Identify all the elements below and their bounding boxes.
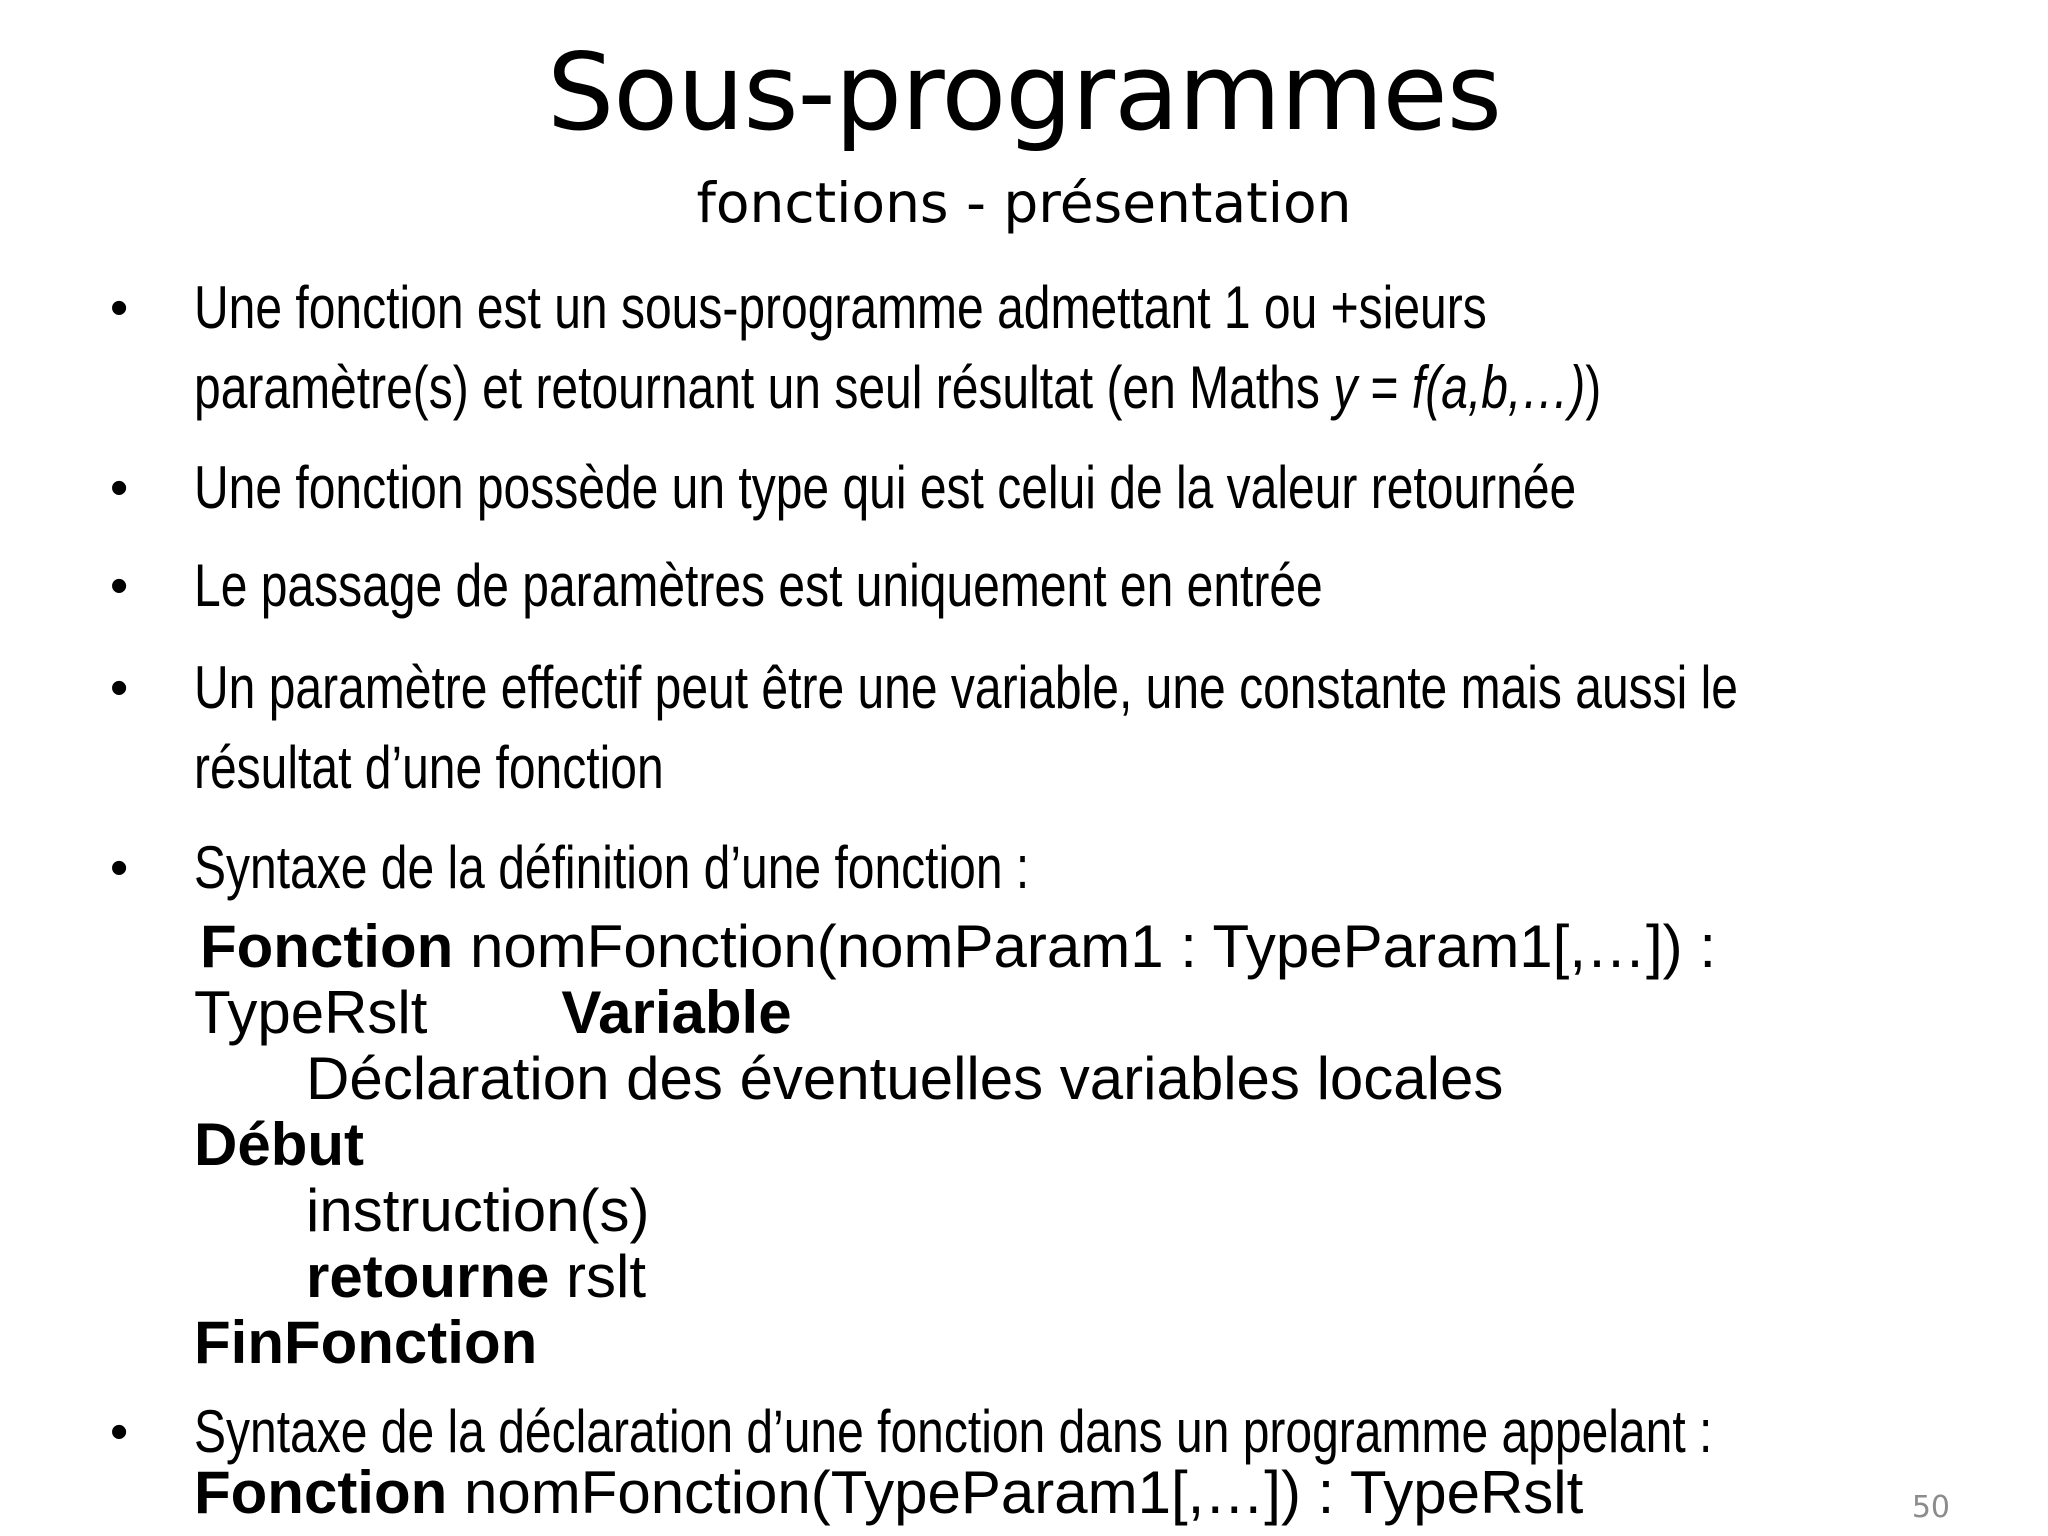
keyword-fonction: Fonction <box>194 1459 448 1526</box>
bullet-1-line-2-end: ) <box>1585 354 1602 421</box>
bullet-1 <box>194 268 1666 428</box>
bullet-4-line-2: résultat d’une fonction <box>194 734 664 801</box>
definition-return-value: rslt <box>549 1243 647 1310</box>
bullet-marker: • <box>110 279 129 337</box>
definition-line-return-type <box>194 980 2034 1046</box>
page-number: 50 <box>1911 1490 1950 1525</box>
bullet-1-line-1: Une fonction est un sous-programme admettant 1 ou +sieurs <box>194 274 1487 341</box>
definition-local-declarations: Déclaration des éventuelles variables locales <box>306 1045 1504 1112</box>
slide-title: Sous-programmes <box>547 31 1501 154</box>
bullet-1-line-2 <box>194 348 1666 428</box>
function-definition-syntax <box>194 914 2034 1376</box>
keyword-debut: Début <box>194 1111 364 1178</box>
definition-return-type: TypeRslt <box>194 979 428 1046</box>
slide-subtitle: fonctions - présentation <box>696 171 1352 235</box>
bullet-marker: • <box>110 459 129 517</box>
declaration-signature: nomFonction(TypeParam1[,…]) : TypeRslt <box>447 1459 1584 1526</box>
bullet-4 <box>194 648 1738 808</box>
math-function: f(a,b,…) <box>1411 354 1586 421</box>
definition-line-debut <box>194 1112 2034 1178</box>
bullet-5: Syntaxe de la définition d’une fonction : <box>194 834 1030 901</box>
definition-line-signature <box>194 914 2034 980</box>
bullet-3: Le passage de paramètres est uniquement en entrée <box>194 552 1323 619</box>
bullet-1-line-2-text: paramètre(s) et retournant un seul résultat (en Maths <box>194 354 1334 421</box>
keyword-retourne: retourne <box>306 1243 550 1310</box>
definition-line-return <box>194 1244 2034 1310</box>
bullet-4-line-1: Un paramètre effectif peut être une variable, une constante mais aussi le <box>194 654 1738 721</box>
bullet-marker: • <box>110 659 129 717</box>
bullet-2: Une fonction possède un type qui est celui de la valeur retournée <box>194 454 1577 521</box>
definition-line-end <box>194 1310 2034 1376</box>
keyword-fonction: Fonction <box>200 913 454 980</box>
math-equals: = <box>1357 354 1412 421</box>
math-y: y <box>1333 354 1358 421</box>
definition-instructions: instruction(s) <box>306 1177 650 1244</box>
keyword-variable: Variable <box>561 979 792 1046</box>
function-declaration-syntax <box>194 1460 2034 1526</box>
bullet-marker: • <box>110 1403 129 1461</box>
bullet-marker: • <box>110 839 129 897</box>
definition-signature: nomFonction(nomParam1 : TypeParam1[,…]) : <box>453 913 1717 980</box>
bullet-marker: • <box>110 557 129 615</box>
keyword-finfonction: FinFonction <box>194 1309 538 1376</box>
bullet-6: Syntaxe de la déclaration d’une fonction dans un programme appelant : <box>194 1398 1713 1465</box>
